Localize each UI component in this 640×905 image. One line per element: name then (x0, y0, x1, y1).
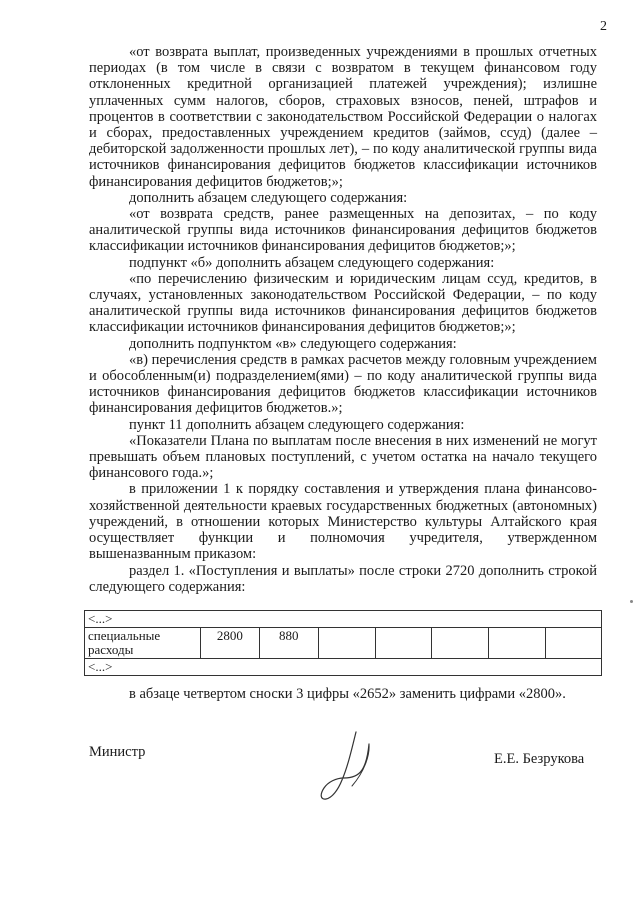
signatory-name: Е.Е. Безрукова (494, 751, 585, 767)
paragraph-2: дополнить абзацем следующего содержания: (129, 189, 408, 206)
signatory-title: Министр (89, 744, 146, 760)
ellipsis-cell: <...> (85, 659, 602, 676)
paragraph-9: «Показатели Плана по выплатам после внесения в них изменений не могут превышать объем плановых поступлений, с учетом остатка на начало текущего финансового года.»; (89, 432, 597, 482)
scan-speck (630, 600, 633, 603)
empty-cell (546, 628, 602, 659)
paragraph-11: раздел 1. «Поступления и выплаты» после строки 2720 дополнить строкой следующего содержания: (89, 562, 597, 595)
empty-cell (375, 628, 432, 659)
handwritten-signature (312, 728, 382, 803)
paragraph-7: «в) перечисления средств в рамках расчетов между головным учреждением и обособленным(и) подразделением(ями) – по коду аналитической группы вида источников финансирования дефицитов бюджетов классификации источников финансирования дефицитов бюджетов.»; (89, 351, 597, 417)
paragraph-3: «от возврата средств, ранее размещенных на депозитах, – по коду аналитической группы вида источников финансирования дефицитов бюджетов классификации источников финансирования дефицитов бюджетов;»; (89, 206, 597, 255)
paragraph-4: подпункт «б» дополнить абзацем следующего содержания: (129, 254, 495, 271)
empty-cell (432, 628, 489, 659)
row-label-cell: специальные расходы (85, 628, 201, 659)
paragraph-1: «от возврата выплат, произведенных учреждениями в прошлых отчетных периодах (в том числе в связи с возвратом в текущем финансовом году отклоненных кредитной организацией платежей учреждения); излишне уплаченных сумм налогов, сборов, страховых взносов, пеней, штрафов и процентов в соответствии с законодательством Российской Федерации о налогах и сборах, предоставленных учреждением кредитов (займов, ссуд) (далее – дебиторской задолженности прошлых лет), – по коду аналитической группы вида источников финансирования дефицитов бюджетов классификации источников финансирования дефицитов бюджетов;»; (89, 44, 597, 190)
paragraph-5: «по перечислению физическим и юридическим лицам ссуд, кредитов, в случаях, установленных законодательством Российской Федерации, – по коду аналитической группы вида источников финансирования дефицитов бюджетов классификации источников финансирования дефицитов бюджетов;»; (89, 270, 597, 336)
table-row-ellipsis-bottom (85, 659, 602, 676)
amendment-table (84, 610, 602, 676)
table-row-ellipsis-top (85, 611, 602, 628)
ellipsis-cell: <...> (85, 611, 602, 628)
empty-cell (489, 628, 546, 659)
line-code-cell: 2800 (200, 628, 259, 659)
paragraph-10: в приложении 1 к порядку составления и утверждения плана финансово-хозяйственной деятельности краевых государственных бюджетных (автономных) учреждений, в отношении которых Министерство культуры Алтайского края осуществляет функции и полномочия учредителя, утвержденном вышеназванным приказом: (89, 481, 597, 563)
paragraph-8: пункт 11 дополнить абзацем следующего содержания: (129, 416, 465, 433)
page-number: 2 (600, 19, 607, 34)
empty-cell (318, 628, 375, 659)
table-row (85, 628, 602, 659)
paragraph-6: дополнить подпунктом «в» следующего содержания: (129, 335, 457, 352)
kosgu-code-cell: 880 (259, 628, 318, 659)
paragraph-after-table: в абзаце четвертом сноски 3 цифры «2652» заменить цифрами «2800». (129, 686, 566, 702)
document-body (89, 44, 597, 595)
